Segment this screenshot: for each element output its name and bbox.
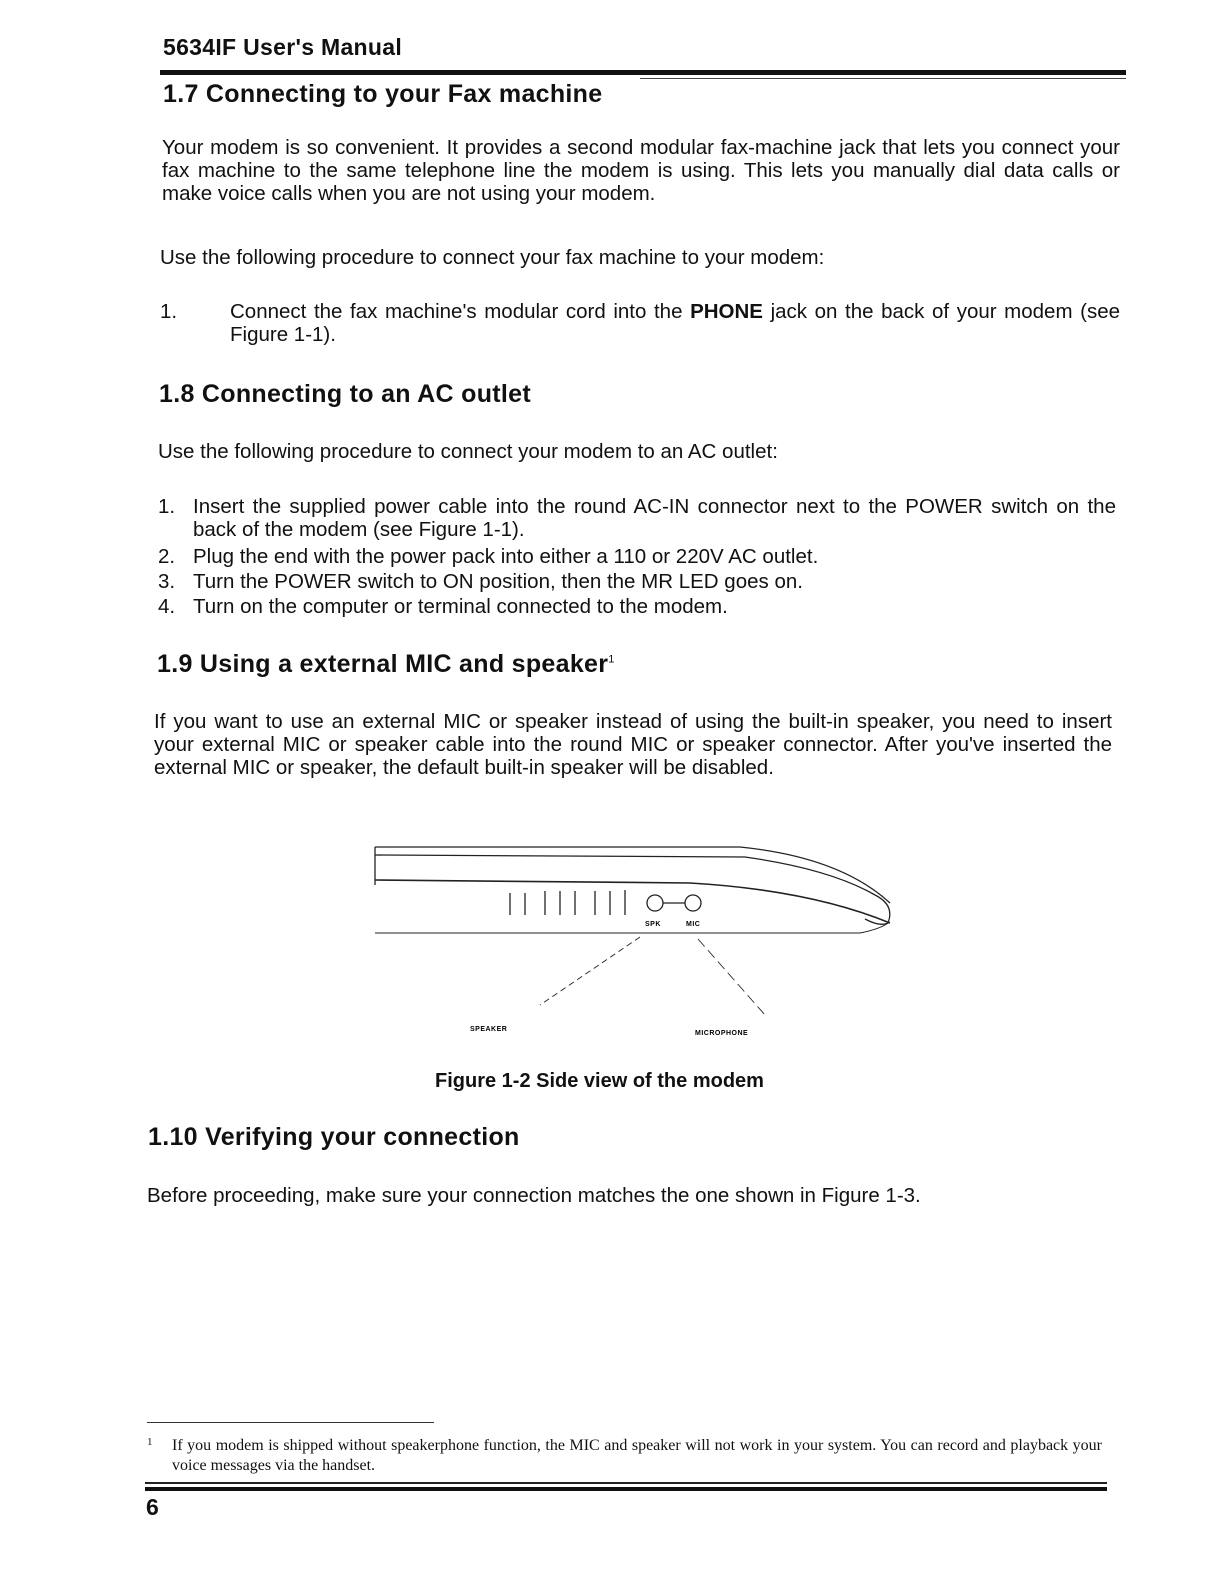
- header-rule: [160, 70, 1126, 75]
- step-text: Turn on the computer or terminal connected to the modem.: [193, 595, 728, 618]
- microphone-callout-label: MICROPHONE: [695, 1030, 749, 1037]
- footer-rule-thick: [145, 1487, 1107, 1491]
- section-1-7-paragraph-1: Your modem is so convenient. It provides a second modular fax-machine jack that lets you connect your fax machine to the same telephone line the modem is using. This lets you manually dial data calls or make voice calls when you are not using your modem.: [162, 136, 1120, 205]
- section-1-9-paragraph: If you want to use an external MIC or speaker instead of using the built-in speaker, you need to insert your external MIC or speaker cable into the round MIC or speaker connector. After you've inserted the external MIC or speaker, the default built-in speaker will be disabled.: [154, 710, 1112, 779]
- section-1-10-paragraph: Before proceeding, make sure your connection matches the one shown in Figure 1-3.: [147, 1184, 921, 1207]
- step-text: Insert the supplied power cable into the round AC-IN connector next to the POWER switch on the back of the modem (see Figure 1-1).: [193, 495, 1116, 541]
- step-text-part: jack on the back of your modem (see Figure 1-1).: [230, 300, 1120, 346]
- modem-side-view-illustration: [360, 835, 920, 1045]
- section-1-9-heading: [157, 650, 615, 679]
- manual-title: 5634IF User's Manual: [163, 34, 403, 60]
- mic-port-label: MIC: [686, 921, 701, 928]
- step-number: 2.: [158, 545, 176, 568]
- heading-text: 1.9 Using a external MIC and speaker: [157, 650, 609, 678]
- step-number: 4.: [158, 595, 176, 618]
- footer-rule-thin: [145, 1482, 1107, 1484]
- step-number: 1.: [160, 300, 178, 323]
- phone-jack-label: PHONE: [690, 300, 763, 323]
- step-text: Turn the POWER switch to ON position, then the MR LED goes on.: [193, 570, 803, 593]
- section-1-7-step: [160, 300, 1120, 348]
- figure-caption: Figure 1-2 Side view of the modem: [435, 1070, 764, 1092]
- step-text: Plug the end with the power pack into either a 110 or 220V AC outlet.: [193, 545, 819, 568]
- spk-port-label: SPK: [645, 921, 661, 928]
- step-text-part: Connect the fax machine's modular cord into the: [230, 300, 691, 323]
- header-rule-thin: [640, 78, 1126, 79]
- section-1-7-heading: 1.7 Connecting to your Fax machine: [163, 80, 603, 108]
- footnote-mark: 1: [147, 1436, 153, 1448]
- modem-side-view-figure: [360, 835, 920, 1045]
- section-1-8-step: [158, 495, 1116, 543]
- step-number: 1.: [158, 495, 176, 518]
- step-number: 3.: [158, 570, 176, 593]
- step-text: [230, 300, 1120, 346]
- page-number: 6: [146, 1494, 159, 1520]
- footnote-reference: 1: [608, 653, 615, 666]
- section-1-8-intro: Use the following procedure to connect your modem to an AC outlet:: [158, 440, 778, 463]
- footnote-text: If you modem is shipped without speakerphone function, the MIC and speaker will not work in your system. You can record and playback your voice messages via the handset.: [172, 1437, 1102, 1474]
- speaker-callout-label: SPEAKER: [470, 1026, 508, 1033]
- section-1-8-heading: 1.8 Connecting to an AC outlet: [159, 380, 531, 408]
- section-1-7-paragraph-2: Use the following procedure to connect your fax machine to your modem:: [160, 246, 825, 269]
- footnote-rule: [147, 1422, 434, 1423]
- section-1-10-heading: 1.10 Verifying your connection: [148, 1123, 520, 1151]
